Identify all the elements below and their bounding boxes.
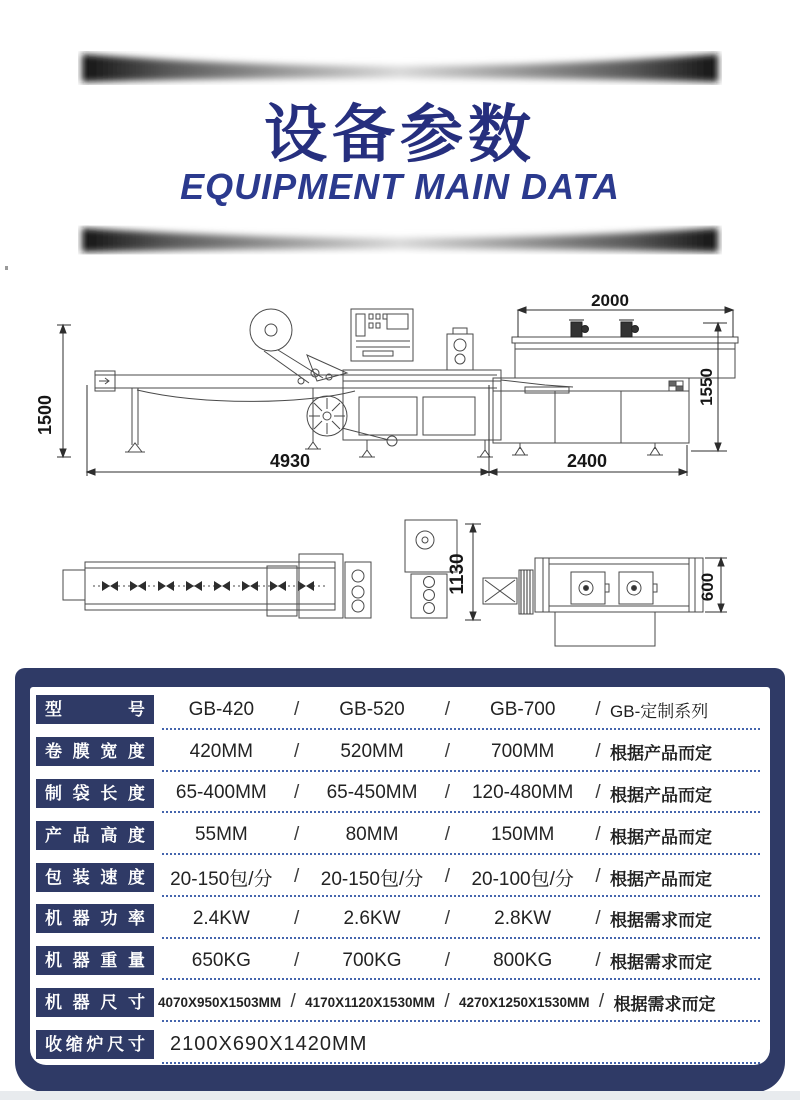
spec-value: GB-520: [339, 698, 405, 720]
machine-top-view-diagram: [15, 500, 800, 660]
spec-value-custom: 根据需求而定: [613, 994, 716, 1014]
spec-label: 机器尺寸: [36, 988, 154, 1017]
spec-value: 20-150包/分: [320, 868, 424, 890]
slash-separator: /: [294, 907, 300, 929]
slash-separator: /: [595, 740, 601, 762]
spec-value: 120-480MM: [471, 782, 574, 804]
slash-separator: /: [444, 698, 450, 720]
spec-value-custom: 根据需求而定: [610, 911, 713, 931]
spec-value: 55MM: [194, 824, 248, 846]
spec-value: 2.8KW: [494, 907, 552, 929]
spec-value: 4270X1250X1530MM: [458, 994, 590, 1010]
dim-4930-label: 4930: [269, 451, 311, 471]
slash-separator: /: [444, 740, 450, 762]
spec-row-machine-size: [36, 981, 760, 1023]
spec-value: GB-420: [188, 698, 255, 720]
spec-row-packing-speed: [36, 856, 760, 898]
slash-separator: /: [294, 740, 300, 762]
spec-table-inner: [30, 687, 770, 1065]
spec-value-custom: 根据产品而定: [610, 869, 713, 889]
dim-2400-label: 2400: [566, 451, 608, 471]
slash-separator: /: [595, 866, 601, 888]
spec-value: 4170X1120X1530MM: [305, 994, 435, 1010]
slash-separator: /: [595, 907, 601, 929]
slash-separator: /: [294, 866, 300, 888]
slash-separator: /: [595, 949, 601, 971]
spec-label: 包装速度: [36, 863, 154, 892]
bottom-gray-strip: [0, 1091, 800, 1100]
page-subtitle: EQUIPMENT MAIN DATA: [180, 166, 620, 207]
spec-value: 2100X690X1420MM: [170, 1032, 368, 1055]
slash-separator: /: [598, 991, 605, 1013]
spec-row-model: [36, 689, 760, 731]
spec-value-custom: 根据需求而定: [610, 953, 713, 973]
spec-value: 2.4KW: [192, 907, 250, 929]
slash-separator: /: [444, 866, 450, 888]
spec-value: 4070X950X1503MM: [158, 994, 282, 1010]
machine-side-view-diagram: [15, 285, 785, 490]
spec-label: 型号: [36, 695, 154, 724]
spec-value: 420MM: [189, 740, 254, 762]
slash-separator: /: [444, 907, 450, 929]
spec-label: 机器重量: [36, 946, 154, 975]
slash-separator: /: [294, 824, 300, 846]
spec-value: 520MM: [340, 740, 404, 762]
dim-1500-label: 1500: [35, 394, 55, 436]
spec-value-custom: GB-定制系列: [610, 702, 709, 722]
dim-1130-label: 1130: [447, 553, 468, 595]
slash-separator: /: [595, 824, 601, 846]
edge-artifact-dot: [5, 266, 8, 270]
spec-label: 机器功率: [36, 904, 154, 933]
spec-value: 700MM: [491, 740, 555, 762]
spec-value: 65-450MM: [326, 782, 418, 804]
brushstroke-top: [78, 40, 722, 88]
spec-label: 产品高度: [36, 821, 154, 850]
spec-row-bag-length: [36, 773, 760, 815]
slash-separator: /: [290, 991, 296, 1013]
brushstroke-bottom: [78, 220, 722, 260]
spec-row-shrink-oven-size: [36, 1023, 760, 1065]
slash-separator: /: [444, 949, 450, 971]
page-title: 设备参数: [264, 100, 536, 170]
spec-value: 700KG: [342, 949, 402, 971]
spec-value: 2.6KW: [343, 907, 401, 929]
spec-value-custom: 根据产品而定: [610, 827, 713, 847]
slash-separator: /: [294, 949, 300, 971]
spec-table: [15, 668, 785, 1092]
spec-value: GB-700: [489, 698, 556, 720]
dim-2000-label: 2000: [591, 291, 629, 310]
slash-separator: /: [595, 782, 601, 804]
slash-separator: /: [444, 824, 450, 846]
spec-value: 650KG: [191, 949, 251, 971]
slash-separator: /: [444, 782, 450, 804]
spec-label: 收缩炉尺寸: [36, 1030, 154, 1059]
spec-value: 20-100包/分: [471, 868, 574, 890]
spec-value-custom: 根据产品而定: [610, 785, 713, 805]
spec-value: 20-150包/分: [170, 868, 273, 890]
spec-row-machine-weight: [36, 940, 760, 982]
spec-row-product-height: [36, 814, 760, 856]
slash-separator: /: [595, 698, 601, 720]
dim-600-label: 600: [698, 572, 717, 602]
spec-row-machine-power: [36, 898, 760, 940]
slash-separator: /: [294, 698, 300, 720]
spec-value: 800KG: [493, 949, 553, 971]
spec-label: 制袋长度: [36, 779, 154, 808]
spec-value-custom: 根据产品而定: [610, 744, 713, 764]
slash-separator: /: [444, 991, 450, 1013]
spec-value: 80MM: [345, 824, 399, 846]
spec-value: 150MM: [491, 824, 555, 846]
spec-value: 65-400MM: [175, 782, 267, 804]
dim-1550-label: 1550: [697, 368, 716, 406]
slash-separator: /: [294, 782, 300, 804]
spec-label: 卷膜宽度: [36, 737, 154, 766]
spec-row-film-width: [36, 731, 760, 773]
